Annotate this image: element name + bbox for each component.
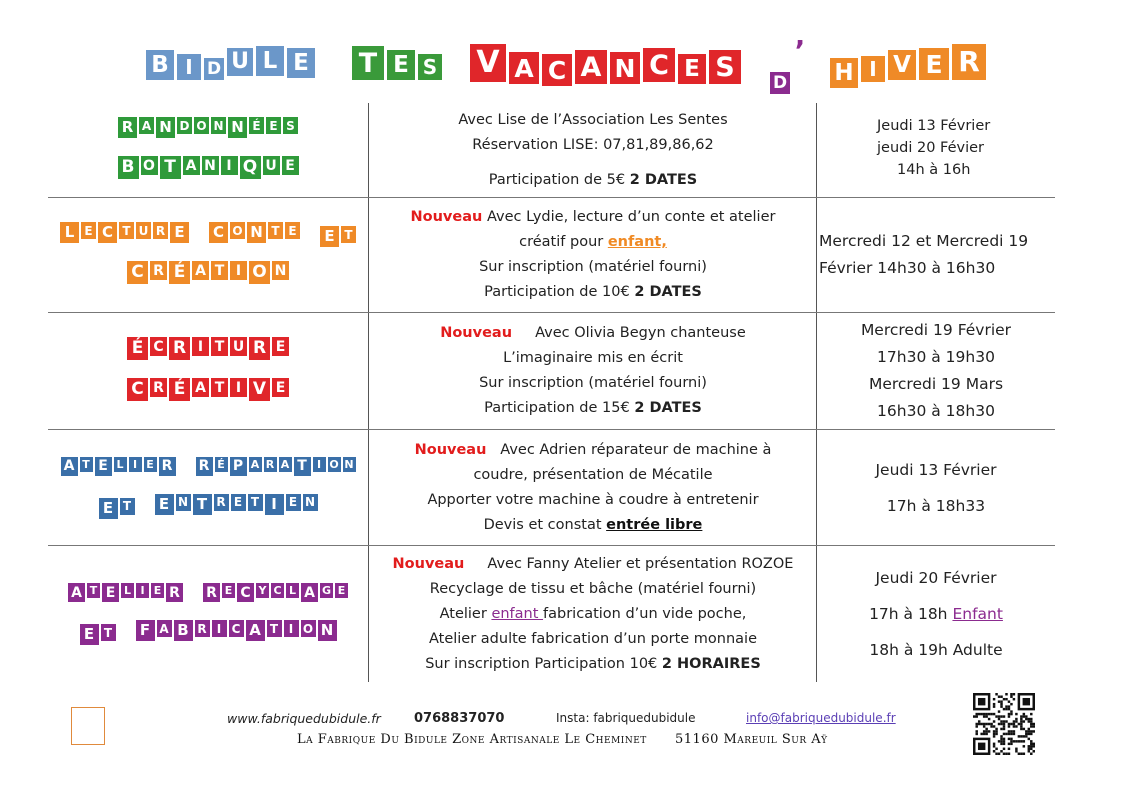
activity-letter-tile: E: [102, 583, 119, 602]
activity-letter-tile: I: [192, 337, 209, 356]
description-line: Avec Lise de l’Association Les Sentes: [458, 111, 728, 128]
activity-letter-tile: E: [81, 222, 96, 239]
activity-letter-tile: E: [286, 494, 301, 511]
row-dates: [817, 198, 1055, 312]
activity-letter-tile: T: [248, 494, 263, 511]
activity-letter-tile: E: [144, 457, 157, 472]
activity-letter-tile: E: [151, 583, 164, 598]
activity-word: [126, 261, 290, 288]
activity-letter-tile: C: [127, 378, 148, 401]
activity-letter-tile: I: [136, 583, 149, 598]
date-line: 17h30 à 19h30: [877, 348, 995, 366]
activity-letter-tile: T: [294, 457, 311, 476]
activity-letter-tile: É: [215, 457, 228, 472]
title-letter-tile: I: [861, 56, 885, 82]
activity-letter-tile: B: [174, 620, 193, 641]
column-divider-left: [368, 103, 369, 682]
activity-title-line: [108, 117, 308, 142]
activity-letter-tile: C: [237, 583, 254, 602]
instagram-handle: Insta: fabriquedubidule: [556, 711, 696, 725]
activity-letter-tile: Y: [256, 583, 269, 598]
entree-libre-link[interactable]: entrée libre: [606, 516, 703, 533]
qr-code-icon: [973, 693, 1035, 755]
description-line: créatif pour enfant,: [519, 234, 667, 250]
activity-letter-tile: E: [266, 117, 281, 134]
activity-word: [59, 222, 190, 247]
title-letter-tile: E: [387, 50, 415, 80]
activity-letter-tile: O: [329, 457, 339, 471]
activity-letter-tile: E: [170, 222, 189, 243]
title-letter-tile: ’: [794, 34, 806, 67]
activity-letter-tile: N: [344, 457, 354, 471]
description-line: Atelier adulte fabrication d’un porte monnaie: [428, 630, 758, 647]
title-letter-tile: A: [509, 52, 539, 84]
activity-letter-tile: T: [119, 222, 134, 239]
title-letter-tile: S: [418, 54, 442, 80]
activity-title-ecriture: [48, 313, 368, 429]
title-letter-tile: I: [177, 54, 201, 80]
activity-letter-tile: T: [211, 261, 228, 280]
activity-title-lecture: [48, 198, 368, 312]
activity-letter-tile: R: [249, 337, 270, 360]
date-line: 17h à 18h Enfant: [869, 605, 1003, 623]
activity-title-line: [51, 457, 366, 480]
title-letter-tile: V: [888, 50, 916, 80]
activity-word: [60, 457, 177, 480]
date-line: 14h à 16h: [897, 161, 971, 178]
activity-letter-tile: E: [231, 494, 246, 511]
activity-word: [126, 337, 290, 364]
activity-letter-tile: T: [80, 457, 93, 472]
activity-word: [126, 378, 290, 405]
title-letter-tile: B: [146, 50, 174, 80]
activity-letter-tile: T: [101, 624, 116, 641]
activity-title-recyclage: [48, 546, 368, 682]
enfant-link[interactable]: enfant: [491, 605, 544, 622]
activity-letter-tile: N: [228, 117, 247, 138]
title-letter-tile: E: [678, 54, 706, 84]
activity-letter-tile: E: [285, 222, 300, 239]
title-letter-tile: D: [204, 58, 224, 80]
activity-letter-tile: I: [313, 457, 326, 472]
activity-letter-tile: I: [221, 156, 238, 175]
activity-word: [319, 226, 357, 247]
activity-title-line: [89, 494, 328, 519]
activity-letter-tile: A: [61, 457, 78, 476]
enfant-link[interactable]: enfant,: [607, 234, 667, 250]
row-dates: [817, 430, 1055, 545]
activity-letter-tile: B: [118, 156, 139, 179]
title-letter-tile: H: [830, 58, 858, 88]
activity-letter-tile: F: [136, 620, 155, 641]
activity-letter-tile: T: [120, 498, 135, 515]
activity-letter-tile: U: [230, 337, 247, 356]
activity-word: [202, 583, 349, 606]
description-line: Nouveau Avec Fanny Atelier et présentation ROZOE: [392, 555, 794, 572]
activity-letter-tile: L: [114, 457, 127, 472]
activity-letter-tile: C: [271, 583, 284, 598]
date-line: 18h à 19h Adulte: [869, 641, 1003, 659]
row-dates: [817, 546, 1055, 682]
activity-word: [135, 620, 338, 645]
activity-letter-tile: E: [80, 624, 99, 645]
activity-letter-tile: C: [150, 337, 167, 356]
activity-letter-tile: T: [268, 222, 283, 239]
title-letter-tile: T: [352, 46, 384, 80]
activity-word: [79, 624, 117, 645]
activity-letter-tile: R: [150, 261, 167, 280]
activity-letter-tile: L: [286, 583, 299, 598]
activity-letter-tile: R: [203, 583, 220, 602]
description-line: Réservation LISE: 07,81,89,86,62: [472, 136, 714, 153]
activity-letter-tile: I: [230, 378, 247, 397]
activity-letter-tile: I: [284, 620, 299, 637]
date-line: Mercredi 19 Mars: [868, 375, 1004, 393]
activity-letter-tile: Q: [240, 156, 261, 179]
activity-letter-tile: T: [267, 620, 282, 637]
activity-letter-tile: P: [230, 457, 247, 476]
activity-letter-tile: I: [212, 620, 227, 637]
description-line: Participation de 15€ 2 DATES: [484, 400, 702, 416]
activity-letter-tile: A: [301, 583, 318, 602]
title-letter-tile: D: [770, 72, 790, 94]
description-line: Participation de 5€ 2 DATES: [488, 171, 698, 188]
activity-letter-tile: E: [222, 583, 235, 598]
activity-letter-tile: N: [247, 222, 266, 243]
enfant-link[interactable]: Enfant: [952, 605, 1003, 623]
activity-title-line: [117, 261, 299, 288]
activity-word: [154, 494, 319, 519]
activity-title-randonnees: [48, 103, 368, 197]
description-line: L’imaginaire mis en écrit: [503, 350, 683, 366]
activity-word: [195, 457, 357, 480]
title-letter-tile: A: [575, 50, 607, 84]
description-line: Apporter votre machine à coudre à entretenir: [427, 491, 759, 508]
activity-letter-tile: E: [99, 498, 118, 519]
fabrique-logo-icon: [71, 707, 105, 745]
activity-letter-tile: A: [246, 620, 265, 641]
activity-letter-tile: E: [155, 494, 174, 515]
date-line: Mercredi 19 Février: [860, 321, 1012, 339]
activity-word: [98, 498, 136, 519]
date-line: 17h à 18h33: [886, 496, 986, 515]
activity-letter-tile: N: [318, 620, 337, 641]
activity-letter-tile: L: [60, 222, 79, 243]
row-dates: [817, 313, 1055, 429]
activity-letter-tile: C: [98, 222, 117, 243]
activity-letter-tile: E: [320, 226, 339, 247]
activity-letter-tile: T: [341, 226, 356, 243]
activity-letter-tile: O: [249, 261, 270, 284]
title-letter-tile: E: [919, 48, 949, 80]
page-title: [140, 34, 990, 100]
activity-letter-tile: R: [153, 222, 168, 239]
activity-letter-tile: É: [169, 378, 190, 401]
activity-letter-tile: A: [183, 156, 200, 175]
activity-title-line: [50, 222, 366, 247]
activity-letter-tile: R: [118, 117, 137, 138]
activity-letter-tile: O: [194, 117, 209, 134]
title-letter-tile: C: [643, 48, 675, 82]
title-letter-tile: U: [227, 48, 253, 76]
title-letter-tile: R: [952, 44, 986, 80]
activity-letter-tile: O: [141, 156, 158, 175]
activity-letter-tile: R: [150, 378, 167, 397]
row-description: [370, 430, 816, 545]
row-description: [370, 103, 816, 197]
activity-letter-tile: E: [272, 378, 289, 397]
activity-letter-tile: C: [229, 620, 244, 637]
date-line: 16h30 à 18h30: [877, 402, 995, 420]
activity-letter-tile: V: [249, 378, 270, 401]
activity-letter-tile: I: [265, 494, 284, 515]
activity-letter-tile: R: [159, 457, 176, 476]
activity-letter-tile: I: [129, 457, 142, 472]
activity-letter-tile: A: [68, 583, 85, 602]
activity-letter-tile: R: [196, 457, 213, 476]
activity-word: [117, 156, 300, 183]
activity-letter-tile: É: [127, 337, 148, 360]
activity-letter-tile: A: [139, 117, 154, 134]
description-line: Devis et constat entrée libre: [483, 516, 703, 533]
activity-letter-tile: E: [95, 457, 112, 476]
activity-letter-tile: C: [209, 222, 228, 243]
activity-letter-tile: É: [169, 261, 190, 284]
activity-letter-tile: E: [335, 583, 348, 598]
activity-letter-tile: U: [136, 222, 151, 239]
activity-letter-tile: N: [272, 261, 289, 280]
activity-letter-tile: N: [176, 494, 191, 511]
phone-number: 0768837070: [414, 711, 505, 726]
activity-title-line: [117, 337, 299, 364]
title-letter-tile: V: [470, 44, 506, 82]
date-line: Jeudi 13 Février: [877, 117, 991, 134]
activity-letter-tile: T: [193, 494, 212, 515]
row-description: [370, 313, 816, 429]
activity-title-line: [117, 378, 299, 405]
activity-letter-tile: E: [282, 156, 299, 175]
description-line: Recyclage de tissu et bâche (matériel fourni): [429, 580, 757, 597]
row-description: [370, 546, 816, 682]
description-line: Participation de 10€ 2 DATES: [484, 284, 702, 300]
activity-letter-tile: G: [321, 584, 332, 597]
row-dates: [817, 110, 1055, 185]
activity-title-line: [58, 583, 358, 606]
title-letter-tile: N: [610, 52, 640, 84]
activity-letter-tile: N: [211, 117, 226, 134]
activity-title-line: [108, 156, 309, 183]
description-line: coudre, présentation de Mécatile: [473, 466, 713, 483]
description-line: Sur inscription (matériel fourni): [479, 259, 707, 275]
activity-letter-tile: T: [87, 583, 100, 598]
activity-letter-tile: U: [263, 156, 280, 175]
activity-letter-tile: L: [121, 583, 134, 598]
activity-letter-tile: O: [301, 620, 316, 637]
activity-letter-tile: A: [192, 378, 209, 397]
description-line: Nouveau Avec Olivia Begyn chanteuse: [440, 325, 746, 341]
date-line: Février 14h30 à 16h30: [819, 259, 996, 277]
activity-letter-tile: N: [303, 494, 318, 511]
activity-letter-tile: C: [127, 261, 148, 284]
row-description: [370, 198, 816, 312]
title-letter-tile: L: [256, 46, 284, 76]
activity-title-line: [70, 620, 347, 645]
activity-letter-tile: S: [283, 117, 298, 134]
activity-letter-tile: E: [272, 337, 289, 356]
address: La Fabrique Du Bidule Zone Artisanale Le Cheminet: [297, 732, 647, 747]
activity-letter-tile: R: [195, 620, 210, 637]
date-line: jeudi 20 Févier: [877, 139, 985, 156]
description-line: Sur inscription Participation 10€ 2 HORAIRES: [425, 655, 761, 672]
activity-letter-tile: T: [160, 156, 181, 179]
description-line: Nouveau Avec Adrien réparateur de machine à: [414, 441, 772, 458]
activity-letter-tile: N: [202, 156, 219, 175]
activity-word: [117, 117, 299, 142]
date-line: Mercredi 12 et Mercredi 19: [819, 232, 1029, 250]
activity-letter-tile: R: [169, 337, 190, 360]
activity-letter-tile: A: [249, 457, 262, 472]
activity-letter-tile: N: [156, 117, 175, 138]
activity-letter-tile: A: [157, 620, 172, 637]
city: 51160 Mareuil Sur Aÿ: [675, 732, 828, 747]
email-link[interactable]: info@fabriquedubidule.fr: [746, 711, 896, 725]
activity-letter-tile: O: [230, 222, 245, 239]
description-line: Sur inscription (matériel fourni): [479, 375, 707, 391]
title-letter-tile: S: [709, 50, 741, 84]
activity-letter-tile: D: [177, 117, 192, 134]
activity-letter-tile: R: [214, 494, 229, 511]
title-letter-tile: C: [542, 54, 572, 86]
activity-letter-tile: R: [264, 457, 277, 472]
activity-letter-tile: R: [166, 583, 183, 602]
activity-letter-tile: É: [249, 117, 264, 134]
activity-letter-tile: I: [230, 261, 247, 280]
description-line: Nouveau Avec Lydie, lecture d’un conte et atelier: [410, 209, 776, 225]
date-line: Jeudi 13 Février: [875, 460, 997, 479]
activity-title-reparation: [48, 430, 368, 545]
activity-word: [67, 583, 184, 606]
website-link[interactable]: www.fabriquedubidule.fr: [227, 711, 381, 726]
activity-letter-tile: A: [279, 457, 292, 472]
date-line: Jeudi 20 Février: [875, 569, 997, 587]
description-line: Atelier enfant fabrication d’un vide poche,: [439, 605, 747, 622]
activity-word: [208, 222, 301, 247]
activity-letter-tile: A: [192, 261, 209, 280]
title-letter-tile: E: [287, 48, 315, 78]
activity-letter-tile: T: [211, 337, 228, 356]
activity-letter-tile: T: [211, 378, 228, 397]
